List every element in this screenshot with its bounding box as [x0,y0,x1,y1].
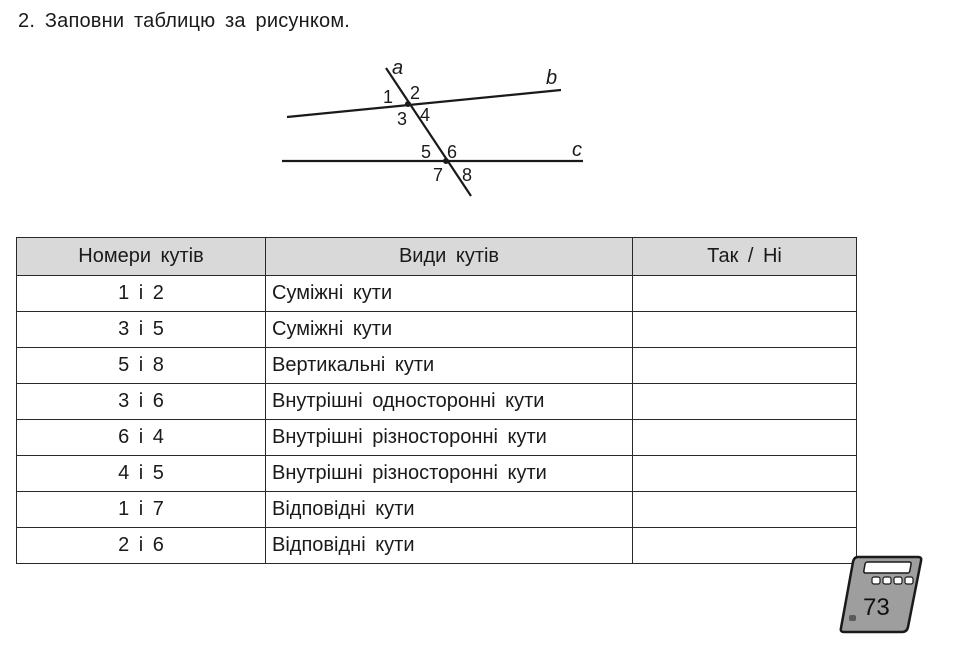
calculator-key [894,577,902,584]
angle-label-2: 2 [410,83,421,103]
calculator-key [849,615,856,621]
table-row [17,312,857,348]
table-row [17,384,857,420]
table-header-row [17,238,857,276]
calculator-key [883,577,891,584]
header-angle-types: Види кутів [266,238,633,276]
angle-numbers-cell: 2 і 6 [17,528,266,564]
line-label-b: b [546,67,558,89]
answer-cell[interactable] [633,492,857,528]
angle-type-cell: Вертикальні кути [266,348,633,384]
angle-type-cell: Суміжні кути [266,276,633,312]
angle-type-cell: Внутрішні односторонні кути [266,384,633,420]
table-row [17,276,857,312]
table-row [17,420,857,456]
answer-cell[interactable] [633,276,857,312]
page-number: 73 [863,594,890,621]
answer-cell[interactable] [633,420,857,456]
angle-label-8: 8 [462,165,473,185]
angle-numbers-cell: 6 і 4 [17,420,266,456]
table-row [17,348,857,384]
angle-numbers-cell: 1 і 7 [17,492,266,528]
line-a [386,68,471,196]
line-label-c: c [572,139,582,161]
table-row [17,492,857,528]
angle-label-6: 6 [447,142,458,162]
table-row [17,456,857,492]
angle-label-1: 1 [383,87,394,107]
angle-numbers-cell: 4 і 5 [17,456,266,492]
answer-cell[interactable] [633,528,857,564]
geometry-figure [0,0,958,230]
answer-cell[interactable] [633,312,857,348]
angle-numbers-cell: 1 і 2 [17,276,266,312]
header-yes-no: Так / Ні [633,238,857,276]
angle-label-4: 4 [420,105,431,125]
table-row [17,528,857,564]
angle-numbers-cell: 3 і 5 [17,312,266,348]
angle-type-cell: Внутрішні різносторонні кути [266,456,633,492]
page-number-badge [836,553,926,637]
angle-numbers-cell: 3 і 6 [17,384,266,420]
line-label-a: a [392,57,404,79]
header-angle-numbers: Номери кутів [17,238,266,276]
angle-type-cell: Суміжні кути [266,312,633,348]
angle-label-3: 3 [397,109,408,129]
angles-table [16,237,857,564]
calculator-key [905,577,913,584]
angle-type-cell: Відповідні кути [266,528,633,564]
calculator-display [863,562,911,573]
calculator-key [872,577,880,584]
angle-type-cell: Внутрішні різносторонні кути [266,420,633,456]
angle-label-5: 5 [421,142,432,162]
angle-numbers-cell: 5 і 8 [17,348,266,384]
task-text: 2. Заповни таблицю за рисунком. [18,10,351,32]
angle-label-7: 7 [433,165,444,185]
angle-type-cell: Відповідні кути [266,492,633,528]
answer-cell[interactable] [633,348,857,384]
answer-cell[interactable] [633,384,857,420]
answer-cell[interactable] [633,456,857,492]
